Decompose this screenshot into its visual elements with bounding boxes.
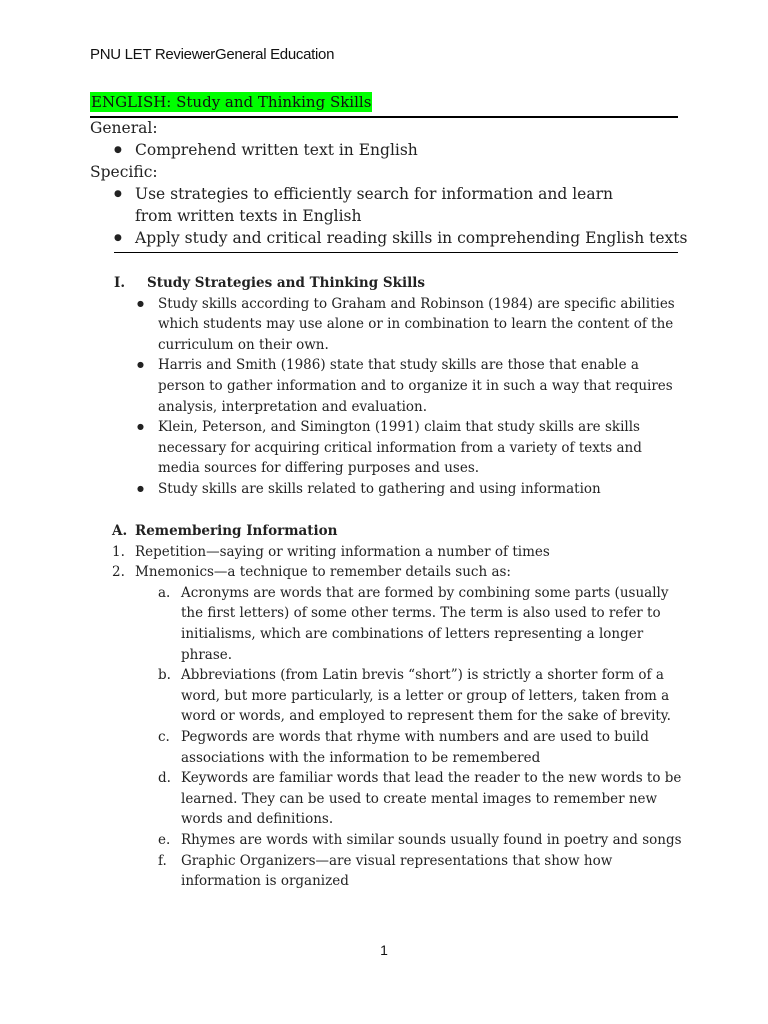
page-title: ENGLISH: Study and Thinking Skills xyxy=(91,93,372,111)
subsection-heading xyxy=(112,521,692,542)
page-header: PNU LET ReviewerGeneral Education xyxy=(90,46,335,63)
item-letter: e. xyxy=(158,831,171,848)
general-label: General: xyxy=(90,119,158,137)
subsection-title: Remembering Information xyxy=(135,523,338,539)
lettered-item xyxy=(112,665,692,727)
specific-label: Specific: xyxy=(90,163,158,181)
item-letter: b. xyxy=(158,667,171,684)
item-text: Keywords are familiar words that lead the reader to the new words to be learned. They can be used to create mental images to remember new words and definitions. xyxy=(181,770,682,828)
item-text: Abbreviations (from Latin brevis “short”) is strictly a shorter form of a word, but more particularly, is a letter or group of letters, taken from a word or words, and employed to represent them for the sake of brevity. xyxy=(181,667,671,725)
section-title: Study Strategies and Thinking Skills xyxy=(147,275,425,291)
general-objective: ● Comprehend written text in English xyxy=(90,139,690,161)
lettered-item xyxy=(112,830,692,851)
item-letter: f. xyxy=(158,852,167,869)
title-bar xyxy=(90,92,678,118)
objectives-divider xyxy=(114,252,678,253)
list-item: ● Study skills are skills related to gathering and using information xyxy=(112,479,682,500)
list-item: ● Harris and Smith (1986) state that study skills are those that enable a person to gather information and to organize it in such a way that requires analysis, interpretation and evaluation. xyxy=(112,355,682,417)
item-number: 2. xyxy=(112,564,125,581)
item-text: Mnemonics—a technique to remember details such as: xyxy=(135,564,511,581)
lettered-item xyxy=(112,583,692,665)
list-item: ● Klein, Peterson, and Simington (1991) claim that study skills are skills necessary for acquiring critical information from a variety of texts and media sources for differing purposes and uses. xyxy=(112,417,682,479)
subsection-letter: A. xyxy=(112,523,128,539)
lettered-item xyxy=(112,851,692,892)
specific-objective: ● Use strategies to efficiently search for information and learn from written texts in English xyxy=(90,183,635,227)
item-letter: d. xyxy=(158,770,171,787)
section-study-strategies xyxy=(112,273,682,500)
item-text: Pegwords are words that rhyme with numbers and are used to build associations with the information to be remembered xyxy=(181,728,649,766)
numbered-item xyxy=(112,562,692,583)
item-text: Rhymes are words with similar sounds usually found in poetry and songs xyxy=(181,831,682,848)
lettered-item xyxy=(112,727,692,768)
section-heading xyxy=(112,273,682,294)
lettered-item xyxy=(112,768,692,830)
item-text: Repetition—saying or writing information a number of times xyxy=(135,543,550,560)
item-text: Acronyms are words that are formed by combining some parts (usually the first letters) of some other terms. The term is also used to refer to initialisms, which are combinations of letters representing a longer phrase. xyxy=(181,584,669,663)
item-letter: a. xyxy=(158,584,171,601)
objectives xyxy=(90,117,690,249)
item-number: 1. xyxy=(112,543,125,560)
numbered-item xyxy=(112,542,692,563)
page-number: 1 xyxy=(380,942,388,958)
item-text: Graphic Organizers—are visual representations that show how information is organized xyxy=(181,852,613,890)
list-item: ● Study skills according to Graham and Robinson (1984) are specific abilities which students may use alone or in combination to learn the content of the curriculum on their own. xyxy=(112,294,682,356)
specific-objective: ● Apply study and critical reading skills in comprehending English texts xyxy=(90,227,690,249)
item-letter: c. xyxy=(158,728,170,745)
section-remembering-information xyxy=(112,521,692,892)
section-number: I. xyxy=(114,275,126,291)
